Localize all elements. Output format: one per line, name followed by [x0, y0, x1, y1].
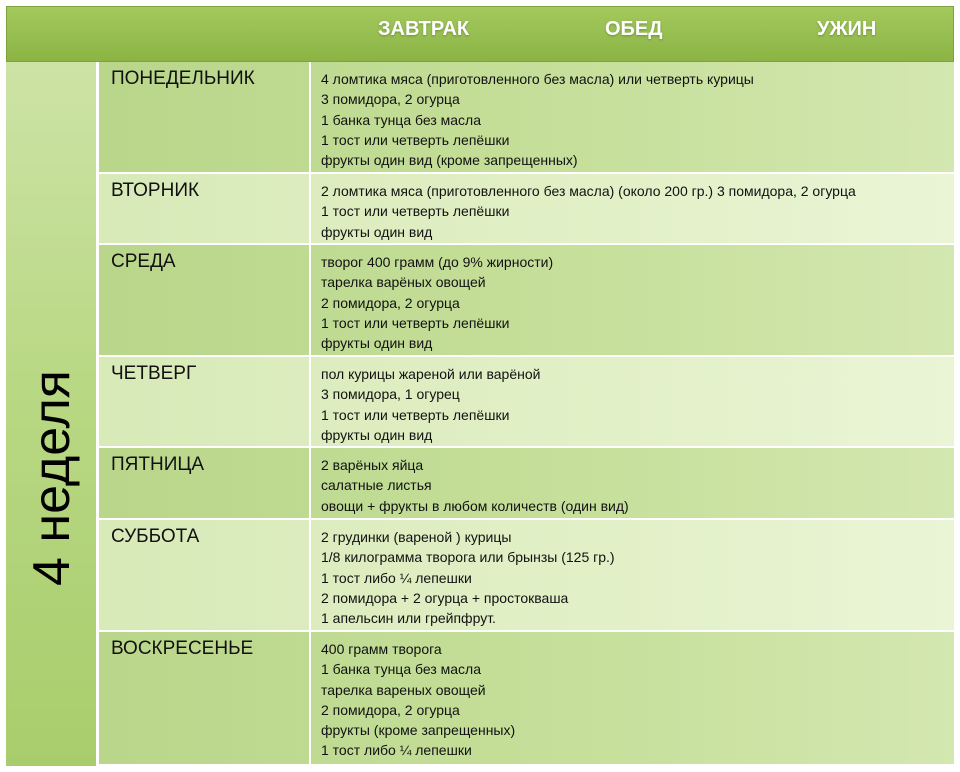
- table-row: [99, 357, 954, 448]
- header-dinner: УЖИН: [817, 18, 877, 40]
- menu-line: овощи + фрукты в любом количеств (один вид): [321, 497, 629, 514]
- menu-line: 1 тост либо ¼ лепешки: [321, 569, 472, 586]
- day-menu: [321, 527, 950, 628]
- menu-line: салатные листья: [321, 477, 432, 494]
- menu-line: 1 банка тунца без масла: [321, 111, 482, 128]
- day-name: ВТОРНИК: [99, 174, 311, 243]
- menu-line: творог 400 грамм (до 9% жирности): [321, 254, 554, 270]
- menu-line: фрукты один вид: [321, 335, 433, 352]
- day-menu: [321, 181, 950, 242]
- menu-line: 2 помидора, 2 огурца: [321, 294, 460, 311]
- header-lunch: ОБЕД: [605, 18, 663, 40]
- table-row: [99, 632, 954, 766]
- menu-line: 2 варёных яйца: [321, 457, 424, 473]
- menu-line: 2 ломтика мяса (приготовленного без масла) (около 200 гр.) 3 помидора, 2 огурца: [321, 183, 856, 199]
- menu-line: фрукты один вид: [321, 223, 433, 240]
- table-row: [99, 448, 954, 520]
- table-row: [99, 174, 954, 245]
- week-label: 4 неделя: [23, 370, 81, 586]
- day-menu: [321, 364, 950, 445]
- menu-line: 4 ломтика мяса (приготовленного без масла) или четверть курицы: [321, 71, 754, 87]
- day-name: ЧЕТВЕРГ: [99, 357, 311, 446]
- day-menu: [321, 252, 950, 353]
- table-row: [99, 520, 954, 632]
- menu-line: тарелка варёных овощей: [321, 274, 486, 291]
- day-menu: [321, 455, 950, 516]
- menu-line: 2 грудинки (вареной ) курицы: [321, 529, 512, 545]
- menu-line: 1 тост или четверть лепёшки: [321, 203, 510, 220]
- table-header: [6, 6, 954, 62]
- day-name: СУББОТА: [99, 520, 311, 630]
- menu-line: фрукты один вид (кроме запрещенных): [321, 152, 578, 169]
- menu-line: 400 грамм творога: [321, 641, 442, 657]
- day-menu: [321, 639, 950, 761]
- day-name: СРЕДА: [99, 245, 311, 355]
- day-name: ВОСКРЕСЕНЬЕ: [99, 632, 311, 764]
- menu-line: 2 помидора, 2 огурца: [321, 701, 460, 718]
- day-name: ПЯТНИЦА: [99, 448, 311, 518]
- menu-line: 1 банка тунца без масла: [321, 661, 482, 678]
- menu-line: 1 тост или четверть лепёшки: [321, 314, 510, 331]
- menu-line: 1 тост или четверть лепёшки: [321, 406, 510, 423]
- menu-line: 1 апельсин или грейпфрут.: [321, 610, 496, 627]
- menu-line: 2 помидора + 2 огурца + простокваша: [321, 589, 569, 606]
- menu-line: пол курицы жареной или варёной: [321, 366, 541, 382]
- menu-line: тарелка вареных овощей: [321, 681, 486, 698]
- header-breakfast: ЗАВТРАК: [378, 18, 470, 40]
- table-row: [99, 245, 954, 357]
- menu-line: фрукты один вид: [321, 426, 433, 443]
- menu-line: 1 тост либо ¼ лепешки: [321, 742, 472, 759]
- menu-line: 1/8 килограмма творога или брынзы (125 гр.): [321, 549, 615, 566]
- day-menu: [321, 69, 950, 170]
- table-row: [99, 62, 954, 174]
- menu-line: фрукты (кроме запрещенных): [321, 722, 516, 739]
- menu-line: 1 тост или четверть лепёшки: [321, 131, 510, 148]
- menu-line: 3 помидора, 2 огурца: [321, 91, 460, 108]
- menu-line: 3 помидора, 1 огурец: [321, 386, 460, 403]
- day-name: ПОНЕДЕЛЬНИК: [99, 62, 311, 172]
- week-column: [6, 62, 98, 766]
